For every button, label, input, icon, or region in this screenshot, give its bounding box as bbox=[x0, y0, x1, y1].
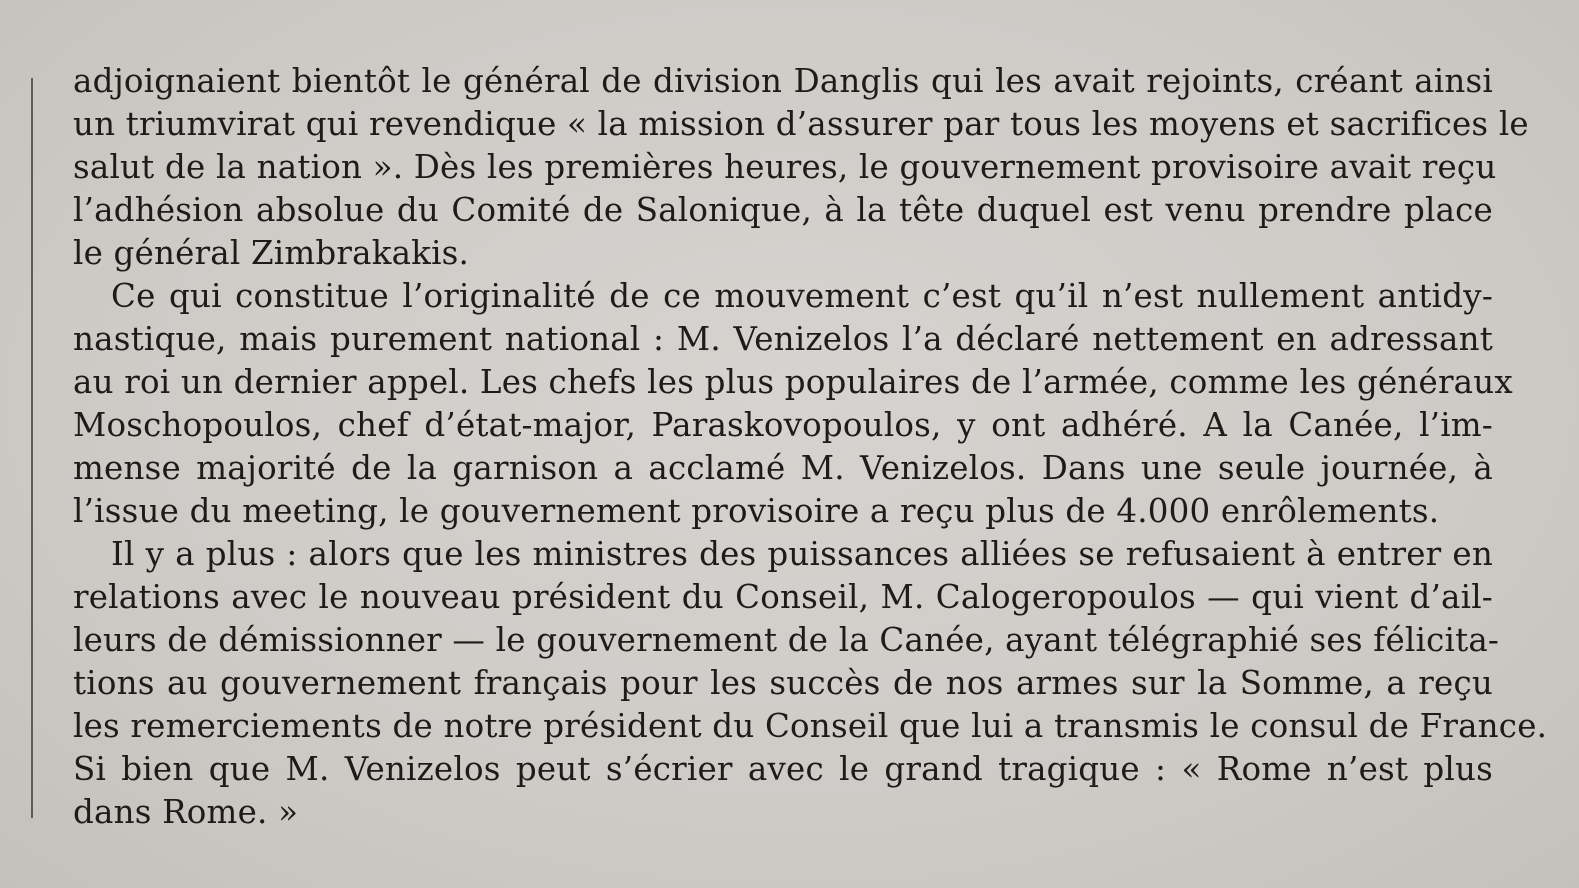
text-line: salut de la nation ». Dès les premières heures, le gouvernement provisoire avait reçu bbox=[73, 148, 1497, 186]
margin-rule bbox=[31, 78, 33, 818]
text-line: Il y a plus : alors que les ministres des puissances alliées se refusaient à entrer en bbox=[111, 535, 1493, 573]
text-line: un triumvirat qui revendique « la mission d’assurer par tous les moyens et sacrifices le bbox=[73, 105, 1529, 143]
text-line: les remerciements de notre président du Conseil que lui a transmis le consul de France. bbox=[73, 707, 1548, 745]
text-line: le général Zimbrakakis. bbox=[73, 234, 470, 272]
text-line: adjoignaient bientôt le général de division Danglis qui les avait rejoints, créant ainsi bbox=[73, 62, 1493, 100]
text-line: l’adhésion absolue du Comité de Salonique, à la tête duquel est venu prendre place bbox=[73, 191, 1493, 229]
text-line: leurs de démissionner — le gouvernement de la Canée, ayant télégraphié ses félicita- bbox=[73, 621, 1500, 659]
text-line: tions au gouvernement français pour les succès de nos armes sur la Somme, a reçu bbox=[73, 664, 1493, 702]
text-line: dans Rome. » bbox=[73, 793, 299, 831]
text-line: au roi un dernier appel. Les chefs les plus populaires de l’armée, comme les généraux bbox=[73, 363, 1513, 401]
text-line: Si bien que M. Venizelos peut s’écrier avec le grand tragique : « Rome n’est plus bbox=[73, 750, 1493, 788]
text-line: relations avec le nouveau président du Conseil, M. Calogeropoulos — qui vient d’ail- bbox=[73, 578, 1493, 616]
text-line: Moschopoulos, chef d’état-major, Paraskovopoulos, y ont adhéré. A la Canée, l’im- bbox=[73, 406, 1493, 444]
article-text bbox=[73, 60, 1548, 834]
text-line: l’issue du meeting, le gouvernement provisoire a reçu plus de 4.000 enrôlements. bbox=[73, 492, 1440, 530]
text-line: Ce qui constitue l’originalité de ce mouvement c’est qu’il n’est nullement antidy- bbox=[111, 277, 1493, 315]
text-line: mense majorité de la garnison a acclamé M. Venizelos. Dans une seule journée, à bbox=[73, 449, 1493, 487]
text-line: nastique, mais purement national : M. Venizelos l’a déclaré nettement en adressant bbox=[73, 320, 1493, 358]
